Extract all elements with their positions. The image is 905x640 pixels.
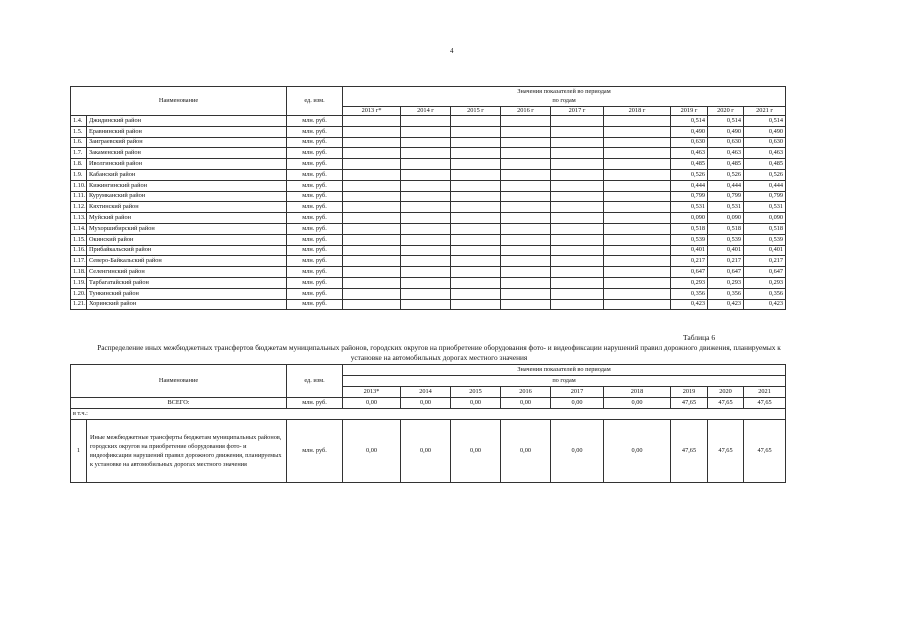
unit-cell: млн. руб. — [287, 223, 343, 234]
table-row — [71, 288, 786, 299]
row-unit: млн. руб. — [287, 420, 343, 483]
empty-cell — [401, 234, 451, 245]
empty-cell — [451, 180, 501, 191]
empty-cell — [604, 299, 671, 310]
total-value: 0,00 — [451, 398, 501, 409]
empty-cell — [604, 202, 671, 213]
value-2020: 0,356 — [708, 288, 744, 299]
table-row — [71, 116, 786, 127]
value-2021: 0,630 — [744, 137, 786, 148]
row-number: 1.11. — [71, 191, 87, 202]
unit-cell: млн. руб. — [287, 245, 343, 256]
district-name: Тункинский район — [87, 288, 287, 299]
empty-cell — [501, 116, 551, 127]
value-2020: 0,526 — [708, 169, 744, 180]
empty-cell — [551, 299, 604, 310]
row-number: 1.21. — [71, 299, 87, 310]
district-name: Северо-Байкальский район — [87, 256, 287, 267]
total-value: 47,65 — [708, 398, 744, 409]
row-number: 1.13. — [71, 213, 87, 224]
year-header: 2015 г — [451, 107, 501, 116]
value-2019: 0,217 — [671, 256, 708, 267]
value-2019: 0,356 — [671, 288, 708, 299]
row-number: 1.15. — [71, 234, 87, 245]
empty-cell — [401, 245, 451, 256]
header-values-title — [343, 87, 786, 107]
empty-cell — [401, 213, 451, 224]
district-name: Еравнинский район — [87, 126, 287, 137]
total-value: 0,00 — [604, 398, 671, 409]
empty-cell — [343, 137, 401, 148]
value-2020: 0,463 — [708, 148, 744, 159]
empty-cell — [604, 234, 671, 245]
empty-cell — [401, 202, 451, 213]
district-name: Прибайкальский район — [87, 245, 287, 256]
header-unit: ед. изм. — [287, 87, 343, 116]
empty-cell — [451, 299, 501, 310]
empty-cell — [451, 277, 501, 288]
row-description: Иные межбюджетные трансферты бюджетам муниципальных районов, городских округов на приобретение оборудования фото- и видеофиксации нарушений правил дорожного движения, планируемых к установке на автомобильных дорогах местного значения — [87, 420, 287, 483]
empty-cell — [401, 267, 451, 278]
empty-cell — [551, 245, 604, 256]
value-2020: 0,514 — [708, 116, 744, 127]
unit-cell: млн. руб. — [287, 202, 343, 213]
year-header: 2017 г — [551, 107, 604, 116]
value-2021: 0,514 — [744, 116, 786, 127]
value-2021: 0,444 — [744, 180, 786, 191]
value-2021: 0,463 — [744, 148, 786, 159]
value-2019: 0,531 — [671, 202, 708, 213]
table-row — [71, 213, 786, 224]
district-name: Заиграевский район — [87, 137, 287, 148]
empty-cell — [551, 288, 604, 299]
t6-year-header: 2016 — [501, 387, 551, 398]
table-row — [71, 126, 786, 137]
empty-cell — [551, 126, 604, 137]
value-2019: 0,539 — [671, 234, 708, 245]
value-2021: 0,490 — [744, 126, 786, 137]
t6-year-header: 2014 — [401, 387, 451, 398]
empty-cell — [551, 234, 604, 245]
total-value: 0,00 — [401, 398, 451, 409]
value-2019: 0,293 — [671, 277, 708, 288]
empty-cell — [551, 202, 604, 213]
empty-cell — [501, 267, 551, 278]
empty-cell — [604, 223, 671, 234]
empty-cell — [551, 180, 604, 191]
transfers-table — [70, 364, 786, 483]
empty-cell — [604, 277, 671, 288]
value-2019: 0,444 — [671, 180, 708, 191]
empty-cell — [343, 148, 401, 159]
empty-cell — [401, 288, 451, 299]
value-2020: 0,490 — [708, 126, 744, 137]
table-label: Таблица 6 — [683, 333, 716, 342]
empty-cell — [551, 191, 604, 202]
value-2019: 0,518 — [671, 223, 708, 234]
t6-year-header: 2021 — [744, 387, 786, 398]
districts-table — [70, 86, 786, 310]
t6-year-header: 2020 — [708, 387, 744, 398]
value-2019: 0,799 — [671, 191, 708, 202]
empty-cell — [343, 223, 401, 234]
empty-cell — [451, 126, 501, 137]
empty-cell — [551, 267, 604, 278]
empty-cell — [343, 213, 401, 224]
value-2021: 0,526 — [744, 169, 786, 180]
empty-cell — [343, 180, 401, 191]
value-2019: 0,526 — [671, 169, 708, 180]
value-2021: 0,356 — [744, 288, 786, 299]
empty-cell — [551, 256, 604, 267]
year-header: 2020 г — [708, 107, 744, 116]
empty-cell — [501, 256, 551, 267]
year-header: 2014 г — [401, 107, 451, 116]
t6-header-name: Наименование — [71, 365, 287, 398]
table-row — [71, 137, 786, 148]
empty-cell — [451, 267, 501, 278]
table-row — [71, 277, 786, 288]
district-name: Кижингинский район — [87, 180, 287, 191]
empty-cell — [501, 223, 551, 234]
empty-cell — [604, 126, 671, 137]
empty-cell — [401, 256, 451, 267]
empty-cell — [551, 213, 604, 224]
empty-cell — [451, 202, 501, 213]
empty-cell — [343, 277, 401, 288]
empty-cell — [343, 202, 401, 213]
empty-cell — [604, 267, 671, 278]
table-row — [71, 148, 786, 159]
value-2020: 0,647 — [708, 267, 744, 278]
value-2020: 0,293 — [708, 277, 744, 288]
empty-cell — [343, 126, 401, 137]
value-2020: 0,217 — [708, 256, 744, 267]
district-name: Тарбагатайский район — [87, 277, 287, 288]
table-caption: Распределение иных межбюджетных трансфертов бюджетам муниципальных районов, городских округов на приобретение оборудования фото- и видеофиксации нарушений правил дорожного движения, планируемых к установке на автомобильных дорогах местного значения — [97, 343, 781, 362]
table-row — [71, 234, 786, 245]
value-2021: 0,401 — [744, 245, 786, 256]
unit-cell: млн. руб. — [287, 267, 343, 278]
empty-cell — [451, 116, 501, 127]
empty-cell — [501, 277, 551, 288]
empty-cell — [451, 223, 501, 234]
empty-cell — [501, 245, 551, 256]
unit-cell: млн. руб. — [287, 213, 343, 224]
row-number: 1 — [71, 420, 87, 483]
t6-year-header: 2017 — [551, 387, 604, 398]
table-row — [71, 245, 786, 256]
empty-cell — [604, 137, 671, 148]
row-value: 0,00 — [551, 420, 604, 483]
header-name: Наименование — [71, 87, 287, 116]
row-value: 0,00 — [501, 420, 551, 483]
unit-cell: млн. руб. — [287, 159, 343, 170]
unit-cell: млн. руб. — [287, 256, 343, 267]
district-name: Муйский район — [87, 213, 287, 224]
value-2019: 0,630 — [671, 137, 708, 148]
empty-cell — [451, 213, 501, 224]
unit-cell: млн. руб. — [287, 191, 343, 202]
empty-cell — [401, 180, 451, 191]
value-2020: 0,539 — [708, 234, 744, 245]
empty-cell — [401, 148, 451, 159]
row-number: 1.10. — [71, 180, 87, 191]
year-header: 2019 г — [671, 107, 708, 116]
empty-cell — [501, 148, 551, 159]
empty-cell — [551, 159, 604, 170]
unit-cell: млн. руб. — [287, 299, 343, 310]
empty-cell — [451, 245, 501, 256]
row-number: 1.5. — [71, 126, 87, 137]
empty-cell — [343, 245, 401, 256]
empty-cell — [451, 288, 501, 299]
empty-cell — [451, 159, 501, 170]
table-row — [71, 180, 786, 191]
unit-cell: млн. руб. — [287, 116, 343, 127]
unit-cell: млн. руб. — [287, 277, 343, 288]
value-2020: 0,423 — [708, 299, 744, 310]
empty-cell — [451, 137, 501, 148]
empty-cell — [551, 277, 604, 288]
district-name: Курумканский район — [87, 191, 287, 202]
row-number: 1.20. — [71, 288, 87, 299]
value-2021: 0,647 — [744, 267, 786, 278]
year-header: 2016 г — [501, 107, 551, 116]
empty-cell — [451, 191, 501, 202]
year-header: 2013 г* — [343, 107, 401, 116]
table-row — [71, 256, 786, 267]
value-2019: 0,401 — [671, 245, 708, 256]
total-value: 0,00 — [501, 398, 551, 409]
row-number: 1.12. — [71, 202, 87, 213]
empty-cell — [604, 245, 671, 256]
empty-cell — [401, 159, 451, 170]
empty-cell — [604, 256, 671, 267]
value-2019: 0,490 — [671, 126, 708, 137]
unit-cell: млн. руб. — [287, 288, 343, 299]
unit-cell: млн. руб. — [287, 169, 343, 180]
row-value: 0,00 — [343, 420, 401, 483]
empty-cell — [401, 126, 451, 137]
empty-cell — [343, 234, 401, 245]
value-2021: 0,531 — [744, 202, 786, 213]
t6-year-header: 2015 — [451, 387, 501, 398]
value-2019: 0,647 — [671, 267, 708, 278]
district-name: Кабанский район — [87, 169, 287, 180]
table-row — [71, 223, 786, 234]
empty-cell — [451, 256, 501, 267]
year-header: 2018 г — [604, 107, 671, 116]
row-number: 1.9. — [71, 169, 87, 180]
table-row — [71, 299, 786, 310]
empty-cell — [343, 256, 401, 267]
t6-header-values-line1: Значения показателей во периодам — [343, 365, 786, 376]
total-value: 47,65 — [744, 398, 786, 409]
empty-cell — [501, 299, 551, 310]
district-name: Окинский район — [87, 234, 287, 245]
value-2020: 0,090 — [708, 213, 744, 224]
unit-cell: млн. руб. — [287, 137, 343, 148]
empty-cell — [551, 223, 604, 234]
empty-cell — [604, 159, 671, 170]
district-name: Джидинский район — [87, 116, 287, 127]
total-label: ВСЕГО: — [71, 398, 287, 409]
empty-cell — [551, 148, 604, 159]
page-number: 4 — [450, 47, 454, 55]
total-value: 0,00 — [343, 398, 401, 409]
value-2020: 0,401 — [708, 245, 744, 256]
value-2019: 0,463 — [671, 148, 708, 159]
empty-cell — [501, 169, 551, 180]
header-values-line2: по годам — [552, 97, 576, 104]
empty-cell — [501, 159, 551, 170]
t6-header-values-line2: по годам — [343, 376, 786, 387]
row-number: 1.7. — [71, 148, 87, 159]
table-row — [71, 159, 786, 170]
empty-cell — [501, 191, 551, 202]
row-number: 1.16. — [71, 245, 87, 256]
value-2021: 0,090 — [744, 213, 786, 224]
row-value: 0,00 — [451, 420, 501, 483]
unit-cell: млн. руб. — [287, 148, 343, 159]
empty-cell — [401, 169, 451, 180]
value-2019: 0,090 — [671, 213, 708, 224]
empty-cell — [451, 169, 501, 180]
district-name: Хоринский район — [87, 299, 287, 310]
unit-cell: млн. руб. — [287, 234, 343, 245]
value-2019: 0,514 — [671, 116, 708, 127]
including-label: в т.ч.: — [71, 409, 786, 420]
empty-cell — [401, 116, 451, 127]
value-2021: 0,217 — [744, 256, 786, 267]
unit-cell: млн. руб. — [287, 180, 343, 191]
row-value: 0,00 — [604, 420, 671, 483]
empty-cell — [343, 267, 401, 278]
value-2020: 0,444 — [708, 180, 744, 191]
empty-cell — [343, 191, 401, 202]
value-2020: 0,531 — [708, 202, 744, 213]
value-2020: 0,630 — [708, 137, 744, 148]
row-number: 1.19. — [71, 277, 87, 288]
t6-year-header: 2018 — [604, 387, 671, 398]
value-2021: 0,799 — [744, 191, 786, 202]
empty-cell — [501, 126, 551, 137]
value-2021: 0,518 — [744, 223, 786, 234]
total-value: 47,65 — [671, 398, 708, 409]
empty-cell — [401, 299, 451, 310]
empty-cell — [501, 137, 551, 148]
empty-cell — [551, 137, 604, 148]
empty-cell — [343, 159, 401, 170]
empty-cell — [401, 223, 451, 234]
row-number: 1.18. — [71, 267, 87, 278]
district-name: Мухоршибирский район — [87, 223, 287, 234]
value-2021: 0,485 — [744, 159, 786, 170]
value-2021: 0,423 — [744, 299, 786, 310]
district-name: Иволгинский район — [87, 159, 287, 170]
row-value: 0,00 — [401, 420, 451, 483]
empty-cell — [551, 116, 604, 127]
t6-year-header: 2013* — [343, 387, 401, 398]
empty-cell — [604, 180, 671, 191]
empty-cell — [604, 213, 671, 224]
district-name: Кяхтинский район — [87, 202, 287, 213]
empty-cell — [401, 137, 451, 148]
empty-cell — [401, 277, 451, 288]
empty-cell — [501, 213, 551, 224]
value-2020: 0,799 — [708, 191, 744, 202]
district-name: Селенгинский район — [87, 267, 287, 278]
table-row — [71, 267, 786, 278]
value-2020: 0,518 — [708, 223, 744, 234]
empty-cell — [501, 202, 551, 213]
value-2020: 0,485 — [708, 159, 744, 170]
row-number: 1.4. — [71, 116, 87, 127]
empty-cell — [604, 288, 671, 299]
empty-cell — [343, 299, 401, 310]
empty-cell — [501, 288, 551, 299]
empty-cell — [343, 169, 401, 180]
district-name: Закаменский район — [87, 148, 287, 159]
empty-cell — [343, 288, 401, 299]
empty-cell — [451, 234, 501, 245]
value-2021: 0,539 — [744, 234, 786, 245]
header-values-line1: Значения показателей во периодам — [517, 87, 611, 95]
row-value: 47,65 — [708, 420, 744, 483]
total-value: 0,00 — [551, 398, 604, 409]
row-number: 1.14. — [71, 223, 87, 234]
empty-cell — [401, 191, 451, 202]
table-row — [71, 202, 786, 213]
row-number: 1.8. — [71, 159, 87, 170]
t6-header-unit: ед. изм. — [287, 365, 343, 398]
empty-cell — [604, 116, 671, 127]
value-2021: 0,293 — [744, 277, 786, 288]
value-2019: 0,485 — [671, 159, 708, 170]
table-row — [71, 169, 786, 180]
unit-cell: млн. руб. — [287, 126, 343, 137]
empty-cell — [604, 148, 671, 159]
empty-cell — [501, 234, 551, 245]
total-unit: млн. руб. — [287, 398, 343, 409]
row-value: 47,65 — [744, 420, 786, 483]
empty-cell — [604, 191, 671, 202]
empty-cell — [501, 180, 551, 191]
empty-cell — [451, 148, 501, 159]
row-number: 1.6. — [71, 137, 87, 148]
t6-year-header: 2019 — [671, 387, 708, 398]
empty-cell — [343, 116, 401, 127]
year-header: 2021 г — [744, 107, 786, 116]
value-2019: 0,423 — [671, 299, 708, 310]
empty-cell — [604, 169, 671, 180]
row-value: 47,65 — [671, 420, 708, 483]
empty-cell — [551, 169, 604, 180]
row-number: 1.17. — [71, 256, 87, 267]
table-row — [71, 191, 786, 202]
